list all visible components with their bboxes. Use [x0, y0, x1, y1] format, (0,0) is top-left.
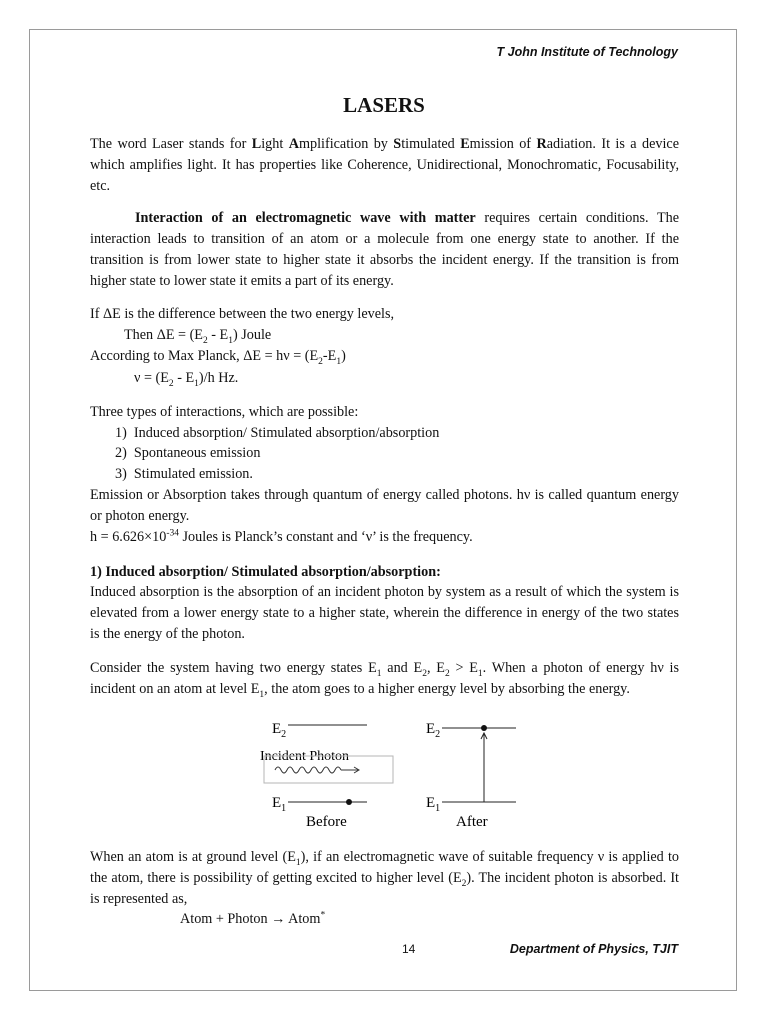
before-e1-label: $E_1$	[272, 795, 287, 814]
photon-paragraph: Emission or Absorption takes through quantum of energy called photons. hν is called quantum energy or photon energy.	[90, 487, 679, 524]
after-label: After	[456, 814, 488, 830]
equation-line-1: If ΔE is the difference between the two energy levels,	[90, 306, 395, 322]
absorption-equation: Atom + Photon → Atom*	[180, 910, 326, 927]
intro-paragraph: The word Laser stands for Light Amplification by Stimulated Emission of Radiation. It is a device which amplifies light. It has properties like Coherence, Unidirectional, Monochromatic, Focusability, etc.	[90, 136, 679, 194]
section-heading: 1) Induced absorption/ Stimulated absorption/absorption:	[90, 564, 441, 580]
list-item: 2) Spontaneous emission	[115, 445, 261, 461]
equation-line-3: According to Max Planck, $\Delta E = h\nu = (E_2-E_1)$	[90, 348, 346, 367]
page-title: LASERS	[343, 93, 425, 117]
absorption-definition: Induced absorption is the absorption of an incident photon by system as a result of which the system is elevated from a lower energy state to a higher state, wherein the difference in energy of the two states is the energy of the photon.	[90, 584, 679, 642]
types-intro: Three types of interactions, which are possible:	[90, 404, 359, 420]
footer-department: Department of Physics, TJIT	[509, 942, 678, 956]
page-number: 14	[402, 942, 416, 956]
ground-paragraph: When an atom is at ground level $(E_1)$, if an electromagnetic wave of suitable frequency ν is applied to the atom, there is possibility of getting excited to higher level $(E_2)$. The incident photon is absorbed. It is represented as,	[90, 849, 680, 907]
after-e2-label: $E_2$	[426, 721, 441, 740]
incident-photon-label: Incident Photon	[260, 749, 350, 764]
list-item: 3) Stimulated emission.	[115, 466, 253, 482]
equation-line-4: $\nu = (E_2 - E_1)/h$ Hz.	[134, 370, 239, 389]
before-label: Before	[306, 814, 347, 830]
header-institute: T John Institute of Technology	[496, 45, 678, 59]
list-item: 1) Induced absorption/ Stimulated absorption/absorption	[115, 425, 440, 441]
interaction-paragraph: Interaction of an electromagnetic wave with matter requires certain conditions. The interaction leads to transition of an atom or a molecule from one energy state to another. If the transition is from lower state to higher state it absorbs the incident energy. If the transition is from higher state to lower state it emits a part of its energy.	[90, 210, 679, 289]
planck-line: $h = 6.626\times 10^{-34}$ Joules is Planck’s constant and ‘ν’ is the frequency.	[90, 528, 473, 545]
consider-paragraph: Consider the system having two energy states $E_1$ and $E_2$, $E_2 > E_1$. When a photon of energy hν is incident on an atom at level $E_1$, the atom goes to a higher energy level by absorbing the energy.	[90, 660, 680, 700]
equation-line-2: Then $\Delta E = (E_2 - E_1)$ Joule	[124, 327, 272, 346]
after-e1-label: $E_1$	[426, 795, 441, 814]
before-e2-label: $E_2$	[272, 721, 287, 740]
